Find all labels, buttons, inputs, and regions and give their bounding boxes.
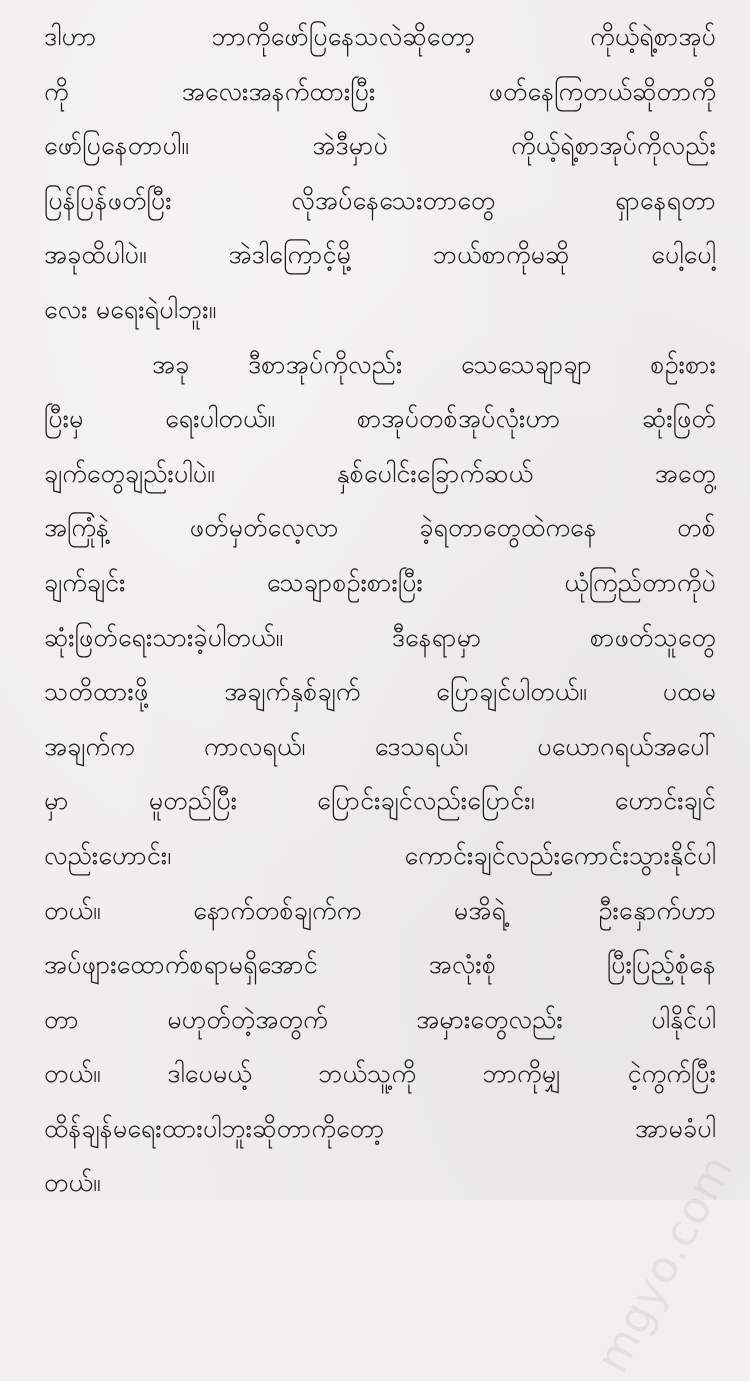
text-line-8: ပြီးမှ ရေးပါတယ်။ စာအုပ်တစ်အုပ်လုံးဟာ ဆုံးဖြတ် [44,404,716,434]
text-line-18: အပ်ဖျားထောက်စရာမရှိအောင် အလုံးစုံ ပြီးပြည့်စုံနေ [44,950,716,980]
text-line-9: ချက်တွေချည်းပါပဲ။ နှစ်ပေါင်းခြောက်ဆယ် အတွေ့ [44,458,716,488]
text-line-16: လည်းဟောင်း၊ ကောင်းချင်လည်းကောင်းသွားနိုင်ပါ [44,840,716,870]
text-line-4: ပြန်ပြန်ဖတ်ပြီး လိုအပ်နေသေးတာတွေ ရှာနေရတာ [44,185,716,215]
text-line-14: အချက်က ကာလရယ်၊ ဒေသရယ်၊ ပယောဂရယ်အပေါ် [44,731,716,761]
text-line-1: ဒါဟာ ဘာကိုဖော်ပြနေသလဲဆိုတော့ ကိုယ့်ရဲ့စာအုပ် [44,22,716,51]
text-line-22: တယ်။ [44,1168,101,1198]
watermark: mgyo.com [586,1146,744,1381]
text-line-2: ကို အလေးအနက်ထားပြီး ဖတ်နေကြတယ်ဆိုတာကို [44,76,716,106]
text-line-3: ဖော်ပြနေတာပါ။ အဲဒီမှာပဲ ကိုယ့်ရဲ့စာအုပ်ကိုလည်း [44,131,716,161]
text-line-11: ချက်ချင်း သေချာစဉ်းစားပြီး ယုံကြည်တာကိုပဲ [44,567,716,597]
text-line-13: သတိထားဖို့ အချက်နှစ်ချက် ပြောချင်ပါတယ်။ ပထမ [44,677,716,707]
text-line-12: ဆုံးဖြတ်ရေးသားခဲ့ပါတယ်။ ဒီနေရာမှာ စာဖတ်သူတွေ [44,622,716,652]
text-line-15: မှာ မူတည်ပြီး ပြောင်းချင်လည်းပြောင်း၊ ဟောင်းချင် [44,786,716,816]
text-line-5: အခုထိပါပဲ။ အဲဒါကြောင့်မို့ ဘယ်စာကိုမဆို ပေါ့ပေါ့ [44,240,716,270]
text-line-10: အကြုံနဲ့ ဖတ်မှတ်လေ့လာ ခဲ့ရတာတွေထဲကနေ တစ် [44,513,716,543]
text-line-20: တယ်။ ဒါပေမယ့် ဘယ်သူ့ကို ဘာကိုမျှ ငဲ့ကွက်ပြီး [44,1059,716,1089]
text-line-7: အခု ဒီစာအုပ်ကိုလည်း သေသေချာချာ စဉ်းစား [152,349,716,379]
text-line-6: လေး မရေးရဲပါဘူး။ [44,294,217,324]
body-text [44,10,716,1211]
text-line-21: ထိန်ချန်မရေးထားပါဘူးဆိုတာကိုတော့ အာမခံပါ [44,1113,716,1143]
text-line-19: တာ မဟုတ်တဲ့အတွက် အမှားတွေလည်း ပါနိုင်ပါ [44,1004,716,1034]
text-line-17: တယ်။ နောက်တစ်ချက်က မအိရဲ့ ဦးနှောက်ဟာ [44,895,716,925]
